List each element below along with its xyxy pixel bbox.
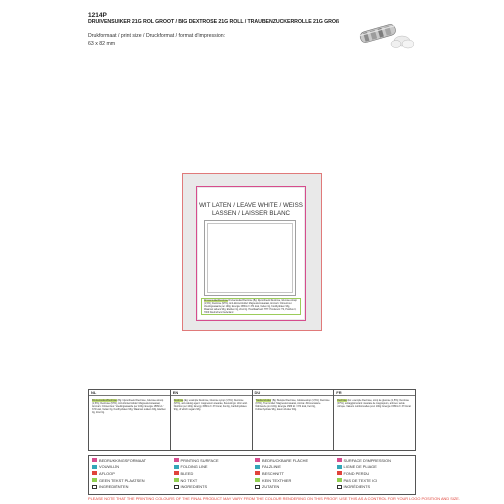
legend-row: ZUTATEN bbox=[255, 483, 331, 490]
language-text: (Bg: Beispiel Dextrose, Glukosesirup (1,5%); Dextrose (97%), Trennmittel: Magnesiumstearat, Aroma: Zitronensäure. Nährwerte pro 100g: Energie 1589 kJ / 374 kcal, Fett 0g, Kohlenhydrate 93g, davon Zucker 93g. bbox=[255, 399, 330, 411]
legend-row: PRINTING SURFACE bbox=[174, 457, 250, 464]
legend-row: FALZLINIE bbox=[255, 464, 331, 471]
language-column-fr bbox=[334, 390, 415, 450]
language-code: FR bbox=[334, 390, 415, 396]
legend-row: FOLDING LINE bbox=[174, 464, 250, 471]
ingredients-box bbox=[201, 298, 301, 315]
language-column-nl bbox=[89, 390, 171, 450]
product-photo bbox=[358, 20, 414, 50]
swatch-folding-line bbox=[255, 465, 260, 469]
language-code: NL bbox=[89, 390, 170, 396]
product-code: 1214P bbox=[88, 12, 107, 19]
swatch-bleed bbox=[337, 471, 342, 475]
legend-row: AFLOOP bbox=[92, 470, 168, 477]
print-size-label: Drukformaat / print size / Druckformat / format d'impression: bbox=[88, 33, 226, 39]
product-title: DRUIVENSUIKER 21G ROL GROOT / BIG DEXTROSE 21G ROLL / TRAUBENZUCKERROLLE 21G GROß bbox=[88, 19, 339, 25]
language-text: (Eg: example Dextrose, Glucose syrup (1,5%); Dextrose (97%), anti-caking agent: magnesium stearate, flavourings: citric acid. Nutrition per 100g: Energy 1589 kJ / 374 kcal, Fat 0g, Carbohydrates 93g, of which sugars 93g. bbox=[173, 399, 248, 411]
swatch-folding-line bbox=[92, 465, 97, 469]
language-column-en bbox=[171, 390, 253, 450]
legend-row: VOUWLIJN bbox=[92, 464, 168, 471]
legend bbox=[88, 455, 416, 495]
print-size-value: 63 x 82 mm bbox=[88, 41, 116, 47]
color-disclaimer: PLEASE NOTE THAT THE PRINTING COLOURS OF THE FINAL PRODUCT MAY VARY FROM THE COLOUR RENDERING ON THIS PROOF. USE THIS AS A CONTROL FOR YOUR LOGO POSITION AND SIZE. bbox=[88, 496, 460, 501]
legend-row: INGREDIENTS bbox=[174, 483, 250, 490]
swatch-printing-surface bbox=[92, 458, 97, 462]
swatch-no-text bbox=[255, 478, 260, 482]
language-code: DU bbox=[253, 390, 334, 396]
legend-row: BLEED bbox=[174, 470, 250, 477]
legend-row: PAS DE TEXTE ICI bbox=[337, 477, 413, 484]
legend-row: KEIN TEXTHIER bbox=[255, 477, 331, 484]
swatch-no-text bbox=[174, 478, 179, 482]
ingredients-text: Druivensuiker/Dextrose (Bg: bijvoorbeeld Dextrose, Glucose-stroop (1,5%); Dextrose (97%), Anti-klontermiddel: Magnesiumstearaat, Aroma's: Citroenzuur. Voedingswaarde per 100g: Energie 1589 kJ / 374 kcal, Vetten 0g, Koolhydraten 93g, Waarvan suikers 93g, Eiwitten 0g, Zout 0g. Houdbaarheid: THT. Producent: TS, Postbus 0, 7000 Doetinchem Nederland bbox=[204, 300, 297, 314]
legend-row: BEDRUKKINGSFORMAAT bbox=[92, 457, 168, 464]
swatch-no-text bbox=[337, 478, 342, 482]
language-column-du bbox=[253, 390, 335, 450]
legend-column-fr bbox=[334, 456, 416, 494]
legend-row: INGREDIËNTEN bbox=[92, 483, 168, 490]
legend-row: FOND PERDU bbox=[337, 470, 413, 477]
logo-area-inner bbox=[207, 223, 293, 293]
swatch-no-text bbox=[92, 478, 97, 482]
language-highlight: Dextrose bbox=[337, 399, 347, 402]
language-text: (Bg: bijvoorbeeld Dextrose, Glucose-stroop (1,5%); Dextrose (97%), Anti-klontermiddel: Magnesiumstearaat, Aroma's: Citroenzuur. Voedingswaarde per 100g: Energie 1589 kJ / 374 kcal, Vetten 0g, Koolhydraten 93g, Waarvan suikers 93g, Eiwitten 0g, Zout 0g. bbox=[92, 399, 166, 414]
ingredients-highlight: Druivensuiker/Dextrose bbox=[204, 300, 228, 302]
language-code: EN bbox=[171, 390, 252, 396]
swatch-ingredients bbox=[174, 485, 179, 489]
swatch-ingredients bbox=[337, 485, 342, 489]
language-text: (Ex: exemple Dextrose, sirop de glucose (1,5%); Dextrose (97%), antiagglomérant: stéarate de magnésium, arômes: acide citrique. Valeurs nutritionnelles pour 100g: Énergie 1589 kJ / 374 kcal. bbox=[337, 399, 412, 408]
legend-row: BESCHNITT bbox=[255, 470, 331, 477]
legend-column-nl bbox=[89, 456, 171, 494]
leave-white-note: WIT LATEN / LEAVE WHITE / WEISS LASSEN / LAISSER BLANC bbox=[199, 202, 303, 217]
swatch-printing-surface bbox=[174, 458, 179, 462]
legend-column-du bbox=[252, 456, 334, 494]
language-highlight: Traubenzucker bbox=[255, 399, 272, 402]
legend-row: NO TEXT bbox=[174, 477, 250, 484]
swatch-folding-line bbox=[337, 465, 342, 469]
swatch-printing-surface bbox=[337, 458, 342, 462]
swatch-bleed bbox=[92, 471, 97, 475]
swatch-printing-surface bbox=[255, 458, 260, 462]
legend-row: INGRÉDIENTS bbox=[337, 483, 413, 490]
legend-row: LIGNE DE PLIAGE bbox=[337, 464, 413, 471]
legend-row: SURFACE D'IMPRESSION bbox=[337, 457, 413, 464]
swatch-folding-line bbox=[174, 465, 179, 469]
swatch-bleed bbox=[174, 471, 179, 475]
swatch-ingredients bbox=[92, 485, 97, 489]
swatch-bleed bbox=[255, 471, 260, 475]
legend-row: GEEN TEKST PLAATSEN bbox=[92, 477, 168, 484]
swatch-ingredients bbox=[255, 485, 260, 489]
language-highlight: Dextrose bbox=[173, 399, 184, 402]
language-highlight: Druivensuiker/Dextrose bbox=[92, 399, 117, 402]
language-table bbox=[88, 389, 416, 451]
legend-column-en bbox=[171, 456, 253, 494]
legend-row: BEDRUCKBARE FLÄCHE bbox=[255, 457, 331, 464]
